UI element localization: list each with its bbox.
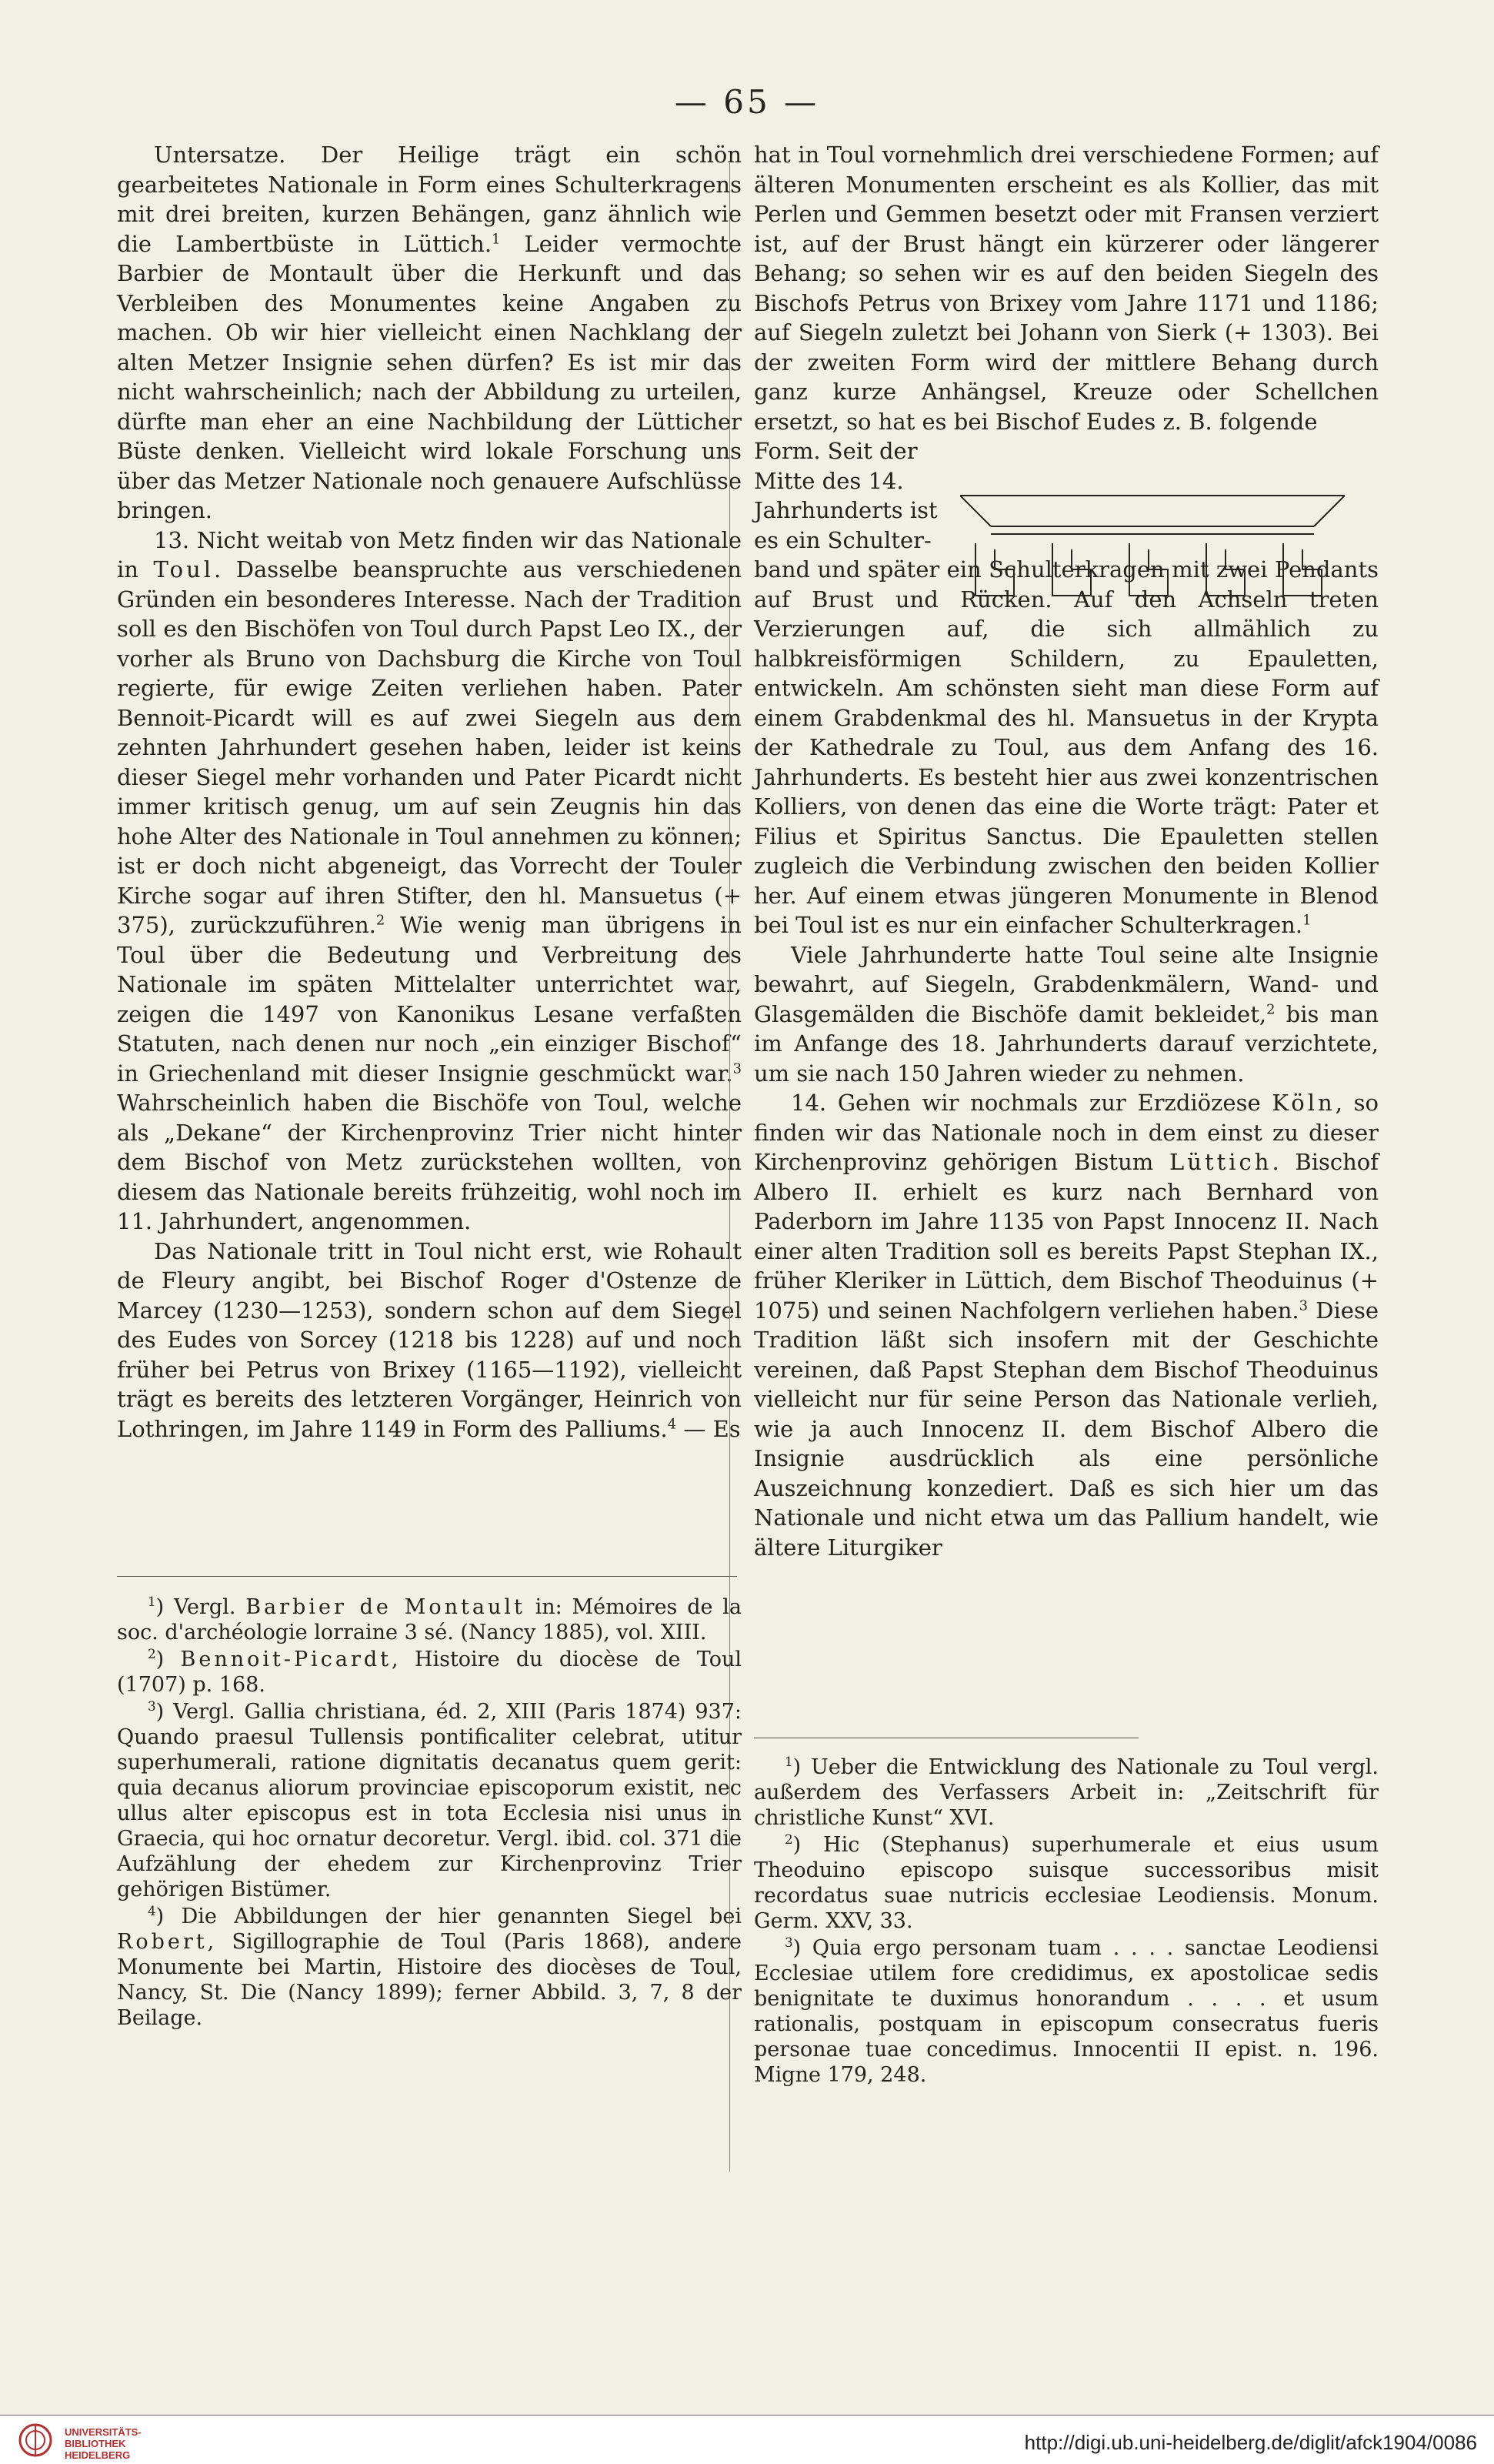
footnote: $^1$) Ueber die Entwicklung des Nationale zu Toul vergl. außerdem des Verfassers Arbeit in: „Zeitschrift für christliche Kunst“ XVI. [754,1754,1379,1830]
text-run: Das Nationale tritt in Toul nicht erst, wie Rohault de Fleury angibt, bei Bischof Roger d'Ostenze de Marcey (1230—1253), sondern schon auf dem Siegel des Eudes von Sorcey (1218 bis 1228) auf und noch früher bei Petrus von Brixey (1165—1192), vielleicht trägt es bereits des letzteren Vorgänger, Heinrich von Lothringen, im Jahre 1149 in Form des Palliums. [117,1237,742,1442]
left-column [117,140,742,1444]
text-run: hat in Toul vornehmlich drei verschiedene Formen; auf älteren Monumenten erscheint es als Kollier, das mit Perlen und Gemmen besetzt oder mit Fransen verziert ist, auf der Brust hängt ein kürzerer oder längerer Behang; so sehen wir es auf den beiden Siegeln des Bischofs Petrus von Brixey vom Jahre 1171 und 1186; auf Siegeln zuletzt bei Johann von Sierk (+ 1303). Bei der zweiten Form wird der mittlere Behang durch ganz kurze Anhängsel, Kreuze oder Schellchen ersetzt, so hat es bei Bischof Eudes z. B. folgende [754,142,1379,435]
page-number: — 65 — [674,83,820,121]
footnote-number: 2 [148,1646,156,1661]
text-run: Wie wenig man übrigens in Toul über die Bedeutung und Verbreitung des Nationale im späten Mittelalter unterrichtet war, zeigen die 1497 von Kanonikus Lesane verfaßten Statuten, nach denen nur noch „ein einziger Bischof“ in Griechenland mit dieser Insignie geschmückt war. [117,912,742,1087]
footnote: $^2$) Bennoit-Picardt, Histoire du diocèse de Toul (1707) p. 168. [117,1646,742,1697]
footnote-number: 1 [148,1594,156,1609]
figure-pendant [1052,543,1091,596]
footnote-ref: 3 [1299,1297,1309,1314]
footnote-ref: 2 [375,912,385,929]
spaced-author: Bennoit-Picardt [180,1648,392,1671]
text-run: 14. Gehen wir nochmals zur Erzdiözese [791,1090,1272,1116]
logo-line: BIBLIOTHEK [65,2438,126,2449]
spaced-place-name: Lüttich [1169,1149,1272,1175]
spaced-author: Barbier de Montault [245,1595,525,1619]
footnote-number: 1 [785,1754,793,1769]
figure-line [960,496,991,526]
text-run: Ueber die Entwicklung des Nationale zu Toul vergl. außerdem des Verfassers Arbeit in: „Zeitschrift für christliche Kunst“ XVI. [754,1755,1379,1830]
text-run: . Bischof Albero II. erhielt es kurz nach Bernhard von Paderborn im Jahre 1135 von Papst Innocenz II. Nach einer alten Tradition soll es bereits Papst Stephan IX., früher Kleriker in Lüttich, dem Bischof Theoduinus (+ 1075) und seinen Nachfolgern verliehen haben. [754,1149,1379,1324]
figure-pendant [975,543,1014,596]
logo-line: UNIVERSITÄTS- [65,2426,142,2438]
figure-pendant [1206,543,1245,596]
figure-pendant [1283,543,1322,596]
text-run: Diese Tradition läßt sich insofern mit der Geschichte vereinen, daß Papst Stephan dem Bischof Theoduinus vielleicht nur für seine Person das Nationale verlieh, wie ja auch Innocenz II. dem Bischof Albero die Insignie ausdrücklich als eine persönliche Auszeichnung konzediert. Daß es sich hier um das Nationale und nicht etwa um das Pallium handelt, wie ältere Liturgiker [754,1297,1379,1561]
text-run: Vergl. Gallia christiana, éd. 2, XIII (Paris 1874) 937: Quando praesul Tullensis pontificaliter celebrat, utitur superhumerali, ratione dignitatis decanatus quem gerit: quia decanus aliorum provinciae episcoporum existit, nec ullus alter episcopus est in tota Ecclesia nisi unus in Graecia, qui hoc ornatur decoretur. Vergl. ibid. col. 371 die Aufzählung der ehedem zur Kirchenprovinz Trier gehörigen Bistümer. [117,1700,742,1901]
text-run: Viele Jahrhunderte hatte Toul seine alte Insignie bewahrt, auf Siegeln, Grabdenkmälern, Wand- und Glasgemälden die Bischöfe damit bekleidet, [754,941,1379,1027]
paragraph [117,526,742,1237]
figure-line [1314,496,1345,526]
paragraph [117,140,742,526]
text-run: , Sigillographie de Toul (Paris 1868), andere Monumente bei Martin, Histoire des diocèses de Toul, Nancy, St. Die (Nancy 1899); ferner Abbild. 3, 7, 8 der Beilage. [117,1930,742,2030]
text-run: Form. Seit der Mitte des 14. Jahrhunderts ist es ein Schulter- [754,438,938,553]
text-run: — Es [676,1415,741,1442]
text-run: Leider vermochte Barbier de Montault über die Herkunft und das Verbleiben des Monumentes keine Angaben zu machen. Ob wir hier vielleicht einen Nachklang der alten Metzer Insignie sehen dürfen? Es ist mir das nicht wahrscheinlich; nach der Abbildung zu urteilen, dürfte man eher an eine Nachbildung der Lütticher Büste denken. Vielleicht wird lokale Forschung uns über das Metzer Nationale noch genauere Aufschlüsse bringen. [117,230,742,523]
spaced-place-name: Köln [1272,1090,1336,1116]
text-run: , so finden wir das Nationale noch in dem einst zu dieser Kirchenprovinz gehörigen Bistum [754,1090,1379,1175]
paragraph [754,555,1379,940]
paragraph [754,436,946,555]
text-run: Wahrscheinlich haben die Bischöfe von Toul, welche als „Dekane“ der Kirchenprovinz Trier nicht hinter dem Bischof von Metz zurückstehen wollten, von diesem das Nationale bereits frühzeitig, wohl noch im 11. Jahrhundert, angenommen. [117,1090,742,1234]
source-url[interactable]: http://digi.ub.uni-heidelberg.de/diglit/afck1904/0086 [1024,2431,1477,2454]
text-run: 13. Nicht weitab von Metz finden wir das Nationale in [117,526,742,583]
footnote-number: 4 [148,1903,156,1918]
paragraph [754,940,1379,1089]
collar-ornament-illustration [960,489,1345,605]
text-run: Die Abbildungen der hier genannten Siegel bei [181,1905,742,1928]
footnote-number: 3 [148,1698,156,1714]
footnote-ref: 4 [667,1415,677,1432]
paragraph [117,1237,742,1444]
footnote: $^2$) Hic (Stephanus) superhumerale et eius usum Theoduino episcopo suisque successoribus misit recordatus suae nutricis ecclesiae Leodiensis. Monum. Germ. XXV, 33. [754,1831,1379,1933]
text-run: bis man im Anfange des 18. Jahrhunderts darauf verzichtete, um sie nach 150 Jahren wieder zu nehmen. [754,1000,1379,1087]
text-run: . Dasselbe beanspruchte aus verschiedenen Gründen ein besonderes Interesse. Nach der Tradition soll es den Bischöfen von Toul durch Papst Leo IX., der vorher als Bruno von Dachsburg die Kirche von Toul regierte, für ewige Zeiten verliehen haben. Pater Bennoit-Picardt will es auf zwei Siegeln aus dem zehnten Jahrhundert gesehen haben, leider ist keins dieser Siegel mehr vorhanden und Pater Picardt nicht immer kritisch genug, um auf sein Zeugnis hin das hohe Alter des Nationale in Toul annehmen zu können; ist er doch nicht abgeneigt, das Vorrecht der Touler Kirche sogar auf ihren Stifter, den hl. Mansuetus (+ 375), zurückzuführen. [117,556,742,938]
left-footnotes [117,1594,742,2032]
spaced-author: Robert [117,1930,208,1954]
seal-icon [17,2422,54,2459]
university-library-logo[interactable] [17,2422,248,2459]
footnote: $^3$) Quia ergo personam tuam . . . . sanctae Leodiensi Ecclesiae utilem fore credidimus, ex apostolicae sedis benignitate te duximus honorandum . . . . et usum rationalis, postquam in episcopum consecratus fueris personae tuae concedimus. Innocentii II epist. n. 196. Migne 179, 248. [754,1935,1379,2087]
right-footnotes [754,1755,1379,2089]
footnote-number: 3 [785,1935,793,1950]
right-column [754,140,1379,1562]
footnote: $^4$) Die Abbildungen der hier genannten Siegel bei Robert, Sigillographie de Toul (Paris 1868), andere Monumente bei Martin, Histoire des diocèses de Toul, Nancy, St. Die (Nancy 1899); ferner Abbild. 3, 7, 8 der Beilage. [117,1903,742,2030]
footnote-number: 2 [785,1831,793,1847]
footnote-ref: 2 [1266,1000,1276,1017]
text-run: in: Mémoires de la soc. d'archéologie lorraine 3 sé. (Nancy 1885), vol. XIII. [117,1595,742,1644]
logo-text [65,2426,249,2461]
footer-bar [0,2416,1494,2464]
text-run: Hic (Stephanus) superhumerale et eius usum Theoduino episcopo suisque successoribus misit recordatus suae nutricis ecclesiae Leodiensis. Monum. Germ. XXV, 33. [754,1833,1379,1933]
footnote-ref: 1 [492,230,501,247]
footnote-ref: 1 [1302,912,1312,929]
footnote: $^1$) Vergl. Barbier de Montault in: Mémoires de la soc. d'archéologie lorraine 3 sé. (Nancy 1885), vol. XIII. [117,1594,742,1644]
paragraph [754,1088,1379,1562]
text-run: Untersatze. Der Heilige trägt ein schön gearbeitetes Nationale in Form eines Schulterkragens mit drei breiten, kurzen Behängen, ganz ähnlich wie die Lambertbüste in Lüttich. [117,142,742,257]
text-run: band und später ein Schulterkragen mit zwei Pendants auf Brust und Rücken. Auf den Achseln treten Verzierungen auf, die sich allmählich zu halbkreisförmigen Schildern, zu Epauletten, entwickeln. Am schönsten sieht man diese Form auf einem Grabdenkmal des hl. Mansuetus in der Krypta der Kathedrale zu Toul, aus dem Anfang des 16. Jahrhunderts. Es besteht hier aus zwei konzentrischen Kolliers, von denen das eine die Worte trägt: Pater et Filius et Spiritus Sanctus. Die Epauletten stellen zugleich die Verbindung zwischen den beiden Kollier her. Auf einem etwas jüngeren Monumente in Blenod bei Toul ist es nur ein einfacher Schulterkragen. [754,556,1379,938]
text-run: Vergl. [174,1595,246,1619]
text-run: , Histoire du diocèse de Toul (1707) p. 168. [117,1648,742,1697]
paragraph [754,140,1379,436]
logo-line: HEIDELBERG [65,2449,131,2461]
footnote-rule [117,1576,737,1577]
footnote-ref: 3 [732,1060,742,1077]
footnote: $^3$) Vergl. Gallia christiana, éd. 2, XIII (Paris 1874) 937: Quando praesul Tullensis pontificaliter celebrat, utitur superhumerali, ratione dignitatis decanatus quem gerit: quia decanus aliorum provinciae episcoporum existit, nec ullus alter episcopus est in tota Ecclesia nisi unus in Graecia, qui hoc ornatur decoretur. Vergl. ibid. col. 371 die Aufzählung der ehedem zur Kirchenprovinz Trier gehörigen Bistümer. [117,1698,742,1901]
text-run: Quia ergo personam tuam . . . . sanctae Leodiensi Ecclesiae utilem fore credidimus, ex apostolicae sedis benignitate te duximus honorandum . . . . et usum rationalis, postquam in episcopum consecratus fueris personae tuae concedimus. Innocentii II epist. n. 196. Migne 179, 248. [754,1936,1379,2087]
spaced-place-name: Toul [153,556,215,583]
figure-pendant [1129,543,1168,596]
